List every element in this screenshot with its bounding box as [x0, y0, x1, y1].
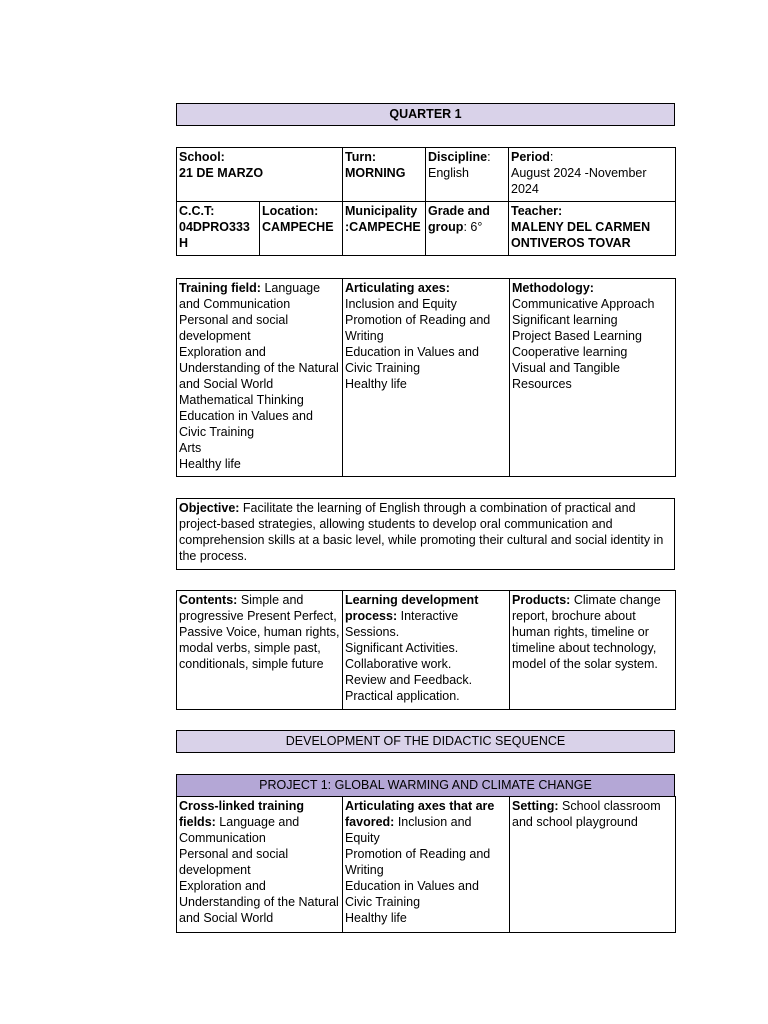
discipline-value: English [428, 166, 470, 180]
methodology-label: Methodology: [512, 281, 594, 295]
methodology-item: Visual and Tangible Resources [512, 361, 620, 391]
products-text: Climate change report, brochure about human rights, timeline or timeline about technology, model of the solar system. [512, 593, 661, 671]
setting-label: Setting: [512, 799, 559, 813]
methodology-item: Project Based Learning [512, 329, 642, 343]
training-item: Arts [179, 441, 202, 455]
contents-table [176, 590, 675, 710]
info-table [176, 147, 675, 256]
process-item: Significant Activities. [345, 641, 459, 655]
articulating-axes-cell [343, 279, 510, 477]
project-axes-item: Inclusion and Equity [345, 815, 472, 845]
cross-item: Exploration and Understanding of the Natural and Social World [179, 879, 339, 925]
project-axes-label: Articulating axes that are favored: [345, 799, 495, 829]
products-label: Products: [512, 593, 571, 607]
project-title: PROJECT 1: GLOBAL WARMING AND CLIMATE CHANGE [176, 774, 675, 797]
products-cell [510, 591, 676, 710]
grade-cell [426, 202, 509, 256]
cct-value: 04DPRO333H [179, 220, 250, 250]
objective-text: Facilitate the learning of English through a combination of practical and project-based strategies, allowing students to develop oral communication and comprehension skills at a basic level, while promoting their cultural and social identity in the process. [179, 501, 664, 563]
turn-value: MORNING [345, 166, 406, 180]
objective-table [176, 498, 675, 570]
discipline-colon: : [487, 150, 491, 164]
contents-text: Simple and progressive Present Perfect, Passive Voice, human rights, modal verbs, simple past, conditionals, simple future [179, 593, 340, 671]
project-axes-item: Education in Values and Civic Training [345, 879, 479, 909]
location-label: Location: [262, 204, 319, 218]
setting-cell [510, 797, 676, 933]
setting-text: School classroom and school playground [512, 799, 661, 829]
project-table [176, 796, 675, 933]
turn-cell [343, 148, 426, 202]
location-value: CAMPECHE [262, 220, 334, 234]
cross-item: Language and Communication [179, 815, 300, 845]
period-cell [509, 148, 676, 202]
training-item: Healthy life [179, 457, 241, 471]
fields-table [176, 278, 675, 477]
objective-cell [177, 499, 675, 570]
quarter-title: QUARTER 1 [176, 103, 675, 126]
methodology-item: Communicative Approach [512, 297, 655, 311]
teacher-value: MALENY DEL CARMEN ONTIVEROS TOVAR [511, 220, 651, 250]
development-title: DEVELOPMENT OF THE DIDACTIC SEQUENCE [176, 730, 675, 753]
process-item: Practical application. [345, 689, 460, 703]
training-field-label: Training field: [179, 281, 261, 295]
axes-item: Healthy life [345, 377, 407, 391]
school-cell [177, 148, 343, 202]
cross-linked-cell [177, 797, 343, 933]
school-label: School: [179, 150, 225, 164]
training-item: Exploration and Understanding of the Natural and Social World [179, 345, 339, 391]
cct-cell [177, 202, 260, 256]
school-value: 21 DE MARZO [179, 166, 264, 180]
articulating-axes-label: Articulating axes: [345, 281, 450, 295]
methodology-cell [510, 279, 676, 477]
axes-item: Inclusion and Equity [345, 297, 457, 311]
municipality-label: Municipality [345, 204, 418, 218]
period-colon: : [549, 150, 554, 164]
process-item: Review and Feedback. [345, 673, 473, 687]
contents-cell [177, 591, 343, 710]
location-cell [260, 202, 343, 256]
axes-item: Education in Values and Civic Training [345, 345, 479, 375]
learning-process-label: Learning development process: [345, 593, 479, 623]
training-item: Education in Values and Civic Training [179, 409, 313, 439]
methodology-item: Cooperative learning [512, 345, 628, 359]
training-field-cell [177, 279, 343, 477]
grade-label: Grade and group [428, 204, 490, 234]
process-item: Interactive Sessions. [345, 609, 459, 639]
objective-label: Objective: [179, 501, 240, 515]
training-item: Mathematical Thinking [179, 393, 304, 407]
project-axes-cell [343, 797, 510, 933]
period-value: August 2024 -November 2024 [511, 166, 647, 196]
discipline-cell [426, 148, 509, 202]
period-label: Period [511, 150, 550, 164]
cross-item: Personal and social development [179, 847, 289, 877]
axes-item: Promotion of Reading and Writing [345, 313, 491, 343]
cct-label: C.C.T: [179, 204, 215, 218]
methodology-item: Significant learning [512, 313, 618, 327]
project-axes-item: Promotion of Reading and Writing [345, 847, 491, 877]
cross-linked-label: Cross-linked training fields: [179, 799, 305, 829]
teacher-label: Teacher: [511, 204, 563, 218]
turn-label: Turn: [345, 150, 377, 164]
municipality-cell [343, 202, 426, 256]
training-item: Language and Communication [179, 281, 321, 311]
process-item: Collaborative work. [345, 657, 452, 671]
grade-value: : 6° [463, 220, 483, 234]
municipality-value: :CAMPECHE [345, 220, 421, 234]
teacher-cell [509, 202, 676, 256]
project-axes-item: Healthy life [345, 911, 407, 925]
training-item: Personal and social development [179, 313, 289, 343]
contents-label: Contents: [179, 593, 238, 607]
learning-process-cell [343, 591, 510, 710]
discipline-label: Discipline [428, 150, 488, 164]
